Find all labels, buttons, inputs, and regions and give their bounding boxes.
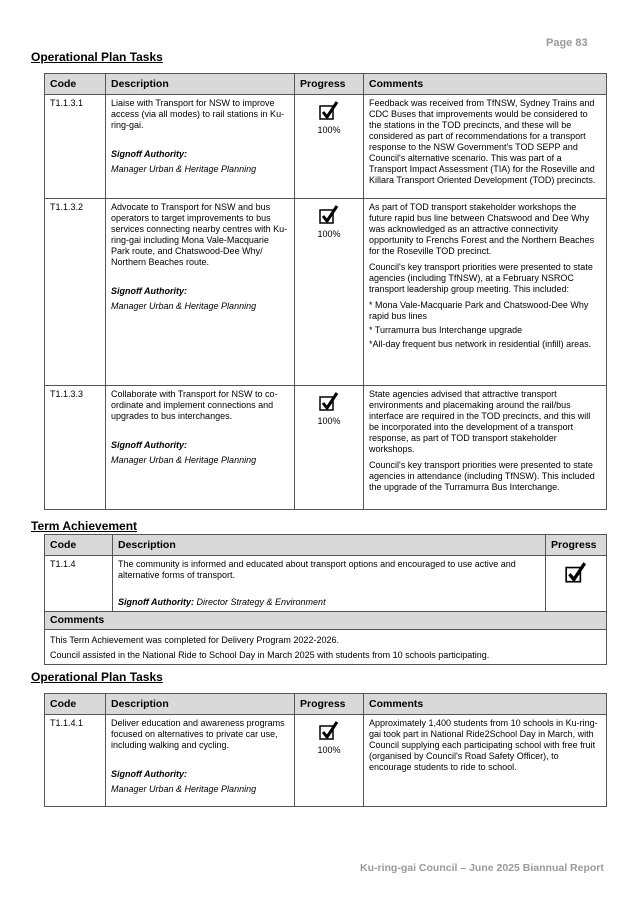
comment-paragraph: This Term Achievement was completed for Delivery Program 2022-2026.	[50, 635, 339, 645]
signoff-label: Signoff Authority:	[111, 440, 187, 450]
signoff-label: Signoff Authority:	[111, 149, 187, 159]
checkbox-checked-icon	[564, 561, 588, 585]
term-achievement-table	[44, 534, 607, 665]
progress-percent: 100%	[317, 229, 341, 239]
signoff-authority: Manager Urban & Heritage Planning	[111, 164, 257, 174]
operational-plan-tasks-table-2	[44, 693, 607, 807]
table-row	[45, 715, 607, 807]
row-progress-cell	[295, 715, 364, 807]
row-description: The community is informed and educated about transport options and encouraged to use active and alternative forms of transport.	[118, 559, 516, 580]
row-description-cell	[106, 386, 295, 510]
signoff-label: Signoff Authority:	[111, 769, 187, 779]
comment-bullet: *All-day frequent bus network in residential (infill) areas.	[369, 339, 592, 349]
row-progress-cell	[546, 556, 607, 612]
header-description: Description	[106, 694, 295, 715]
comments-cell	[45, 630, 607, 665]
header-progress: Progress	[295, 74, 364, 95]
header-comments: Comments	[364, 74, 607, 95]
row-code: T1.1.3.1	[45, 95, 106, 199]
signoff-line	[118, 597, 540, 608]
table-row	[45, 386, 607, 510]
footer-report-title: Ku-ring-gai Council – June 2025 Biannual Report	[360, 862, 604, 874]
row-comments-cell	[364, 386, 607, 510]
row-description-cell	[113, 556, 546, 612]
comments-header-row	[45, 612, 607, 630]
checkbox-checked-icon	[318, 100, 340, 122]
row-progress-cell	[295, 199, 364, 386]
progress-percent: 100%	[317, 416, 341, 426]
comment-paragraph: Council assisted in the National Ride to School Day in March 2025 with students from 10 schools participating.	[50, 650, 490, 660]
comment-paragraph: Council's key transport priorities were presented to state agencies in attendance (including TfNSW). This included the upgrade of the Turramurra Bus Interchange.	[369, 460, 595, 492]
comment-bullet: * Mona Vale-Macquarie Park and Chatswood-Dee Why rapid bus lines	[369, 300, 589, 321]
row-description: Collaborate with Transport for NSW to co-ordinate and implement connections and upgrades to bus interchanges.	[111, 389, 278, 421]
header-description: Description	[113, 535, 546, 556]
row-description: Liaise with Transport for NSW to improve access (via all modes) to rail stations in Ku-ring-gai.	[111, 98, 285, 130]
row-code: T1.1.4	[45, 556, 113, 612]
header-code: Code	[45, 694, 106, 715]
row-comments-cell	[364, 715, 607, 807]
checkbox-checked-icon	[318, 391, 340, 413]
row-code: T1.1.3.2	[45, 199, 106, 386]
header-description: Description	[106, 74, 295, 95]
row-progress-cell	[295, 386, 364, 510]
signoff-authority: Manager Urban & Heritage Planning	[111, 455, 257, 465]
row-description-cell	[106, 715, 295, 807]
signoff-authority: Manager Urban & Heritage Planning	[111, 784, 257, 794]
row-progress-cell	[295, 95, 364, 199]
comments-header: Comments	[45, 612, 607, 630]
row-comments-cell	[364, 199, 607, 386]
comment-paragraph: Feedback was received from TfNSW, Sydney Trains and CDC Buses that improvements would be considered to the stations in the TOD precincts, and these will be considered as part of recommendations for a transport response to the NSW Government's TOD SEPP and Council's alternative scenario. This was part of a Transport Impact Assessment (TIA) for the Roseville and Killara Transport Oriented Development (TOD) precincts.	[369, 98, 596, 185]
row-code: T1.1.3.3	[45, 386, 106, 510]
row-description-cell	[106, 199, 295, 386]
checkbox-checked-icon	[318, 720, 340, 742]
comment-paragraph: State agencies advised that attractive transport environments and placemaking around the rail/bus interface are required in the TOD precincts, and this will be incorporated into the development of a transport response, as part of TOD transport stakeholder workshops.	[369, 389, 591, 454]
section-title-operational-plan-tasks: Operational Plan Tasks	[31, 50, 163, 64]
progress-percent: 100%	[317, 125, 341, 135]
table-header-row	[45, 535, 607, 556]
table-row	[45, 199, 607, 386]
signoff-label: Signoff Authority:	[111, 286, 187, 296]
checkbox-checked-icon	[318, 204, 340, 226]
header-progress: Progress	[546, 535, 607, 556]
comments-row	[45, 630, 607, 665]
table-header-row	[45, 694, 607, 715]
signoff-label: Signoff Authority:	[118, 597, 194, 607]
operational-plan-tasks-table-1	[44, 73, 607, 510]
row-description: Deliver education and awareness programs focused on alternatives to private car use, including walking and cycling.	[111, 718, 285, 750]
row-comments-cell	[364, 95, 607, 199]
section-title-operational-plan-tasks-2: Operational Plan Tasks	[31, 670, 163, 684]
header-code: Code	[45, 535, 113, 556]
table-row	[45, 95, 607, 199]
signoff-authority: Manager Urban & Heritage Planning	[111, 301, 257, 311]
comment-paragraph: Approximately 1,400 students from 10 schools in Ku-ring-gai took part in National Ride2School Day in March, with Council supplying each participating school with free fruit (organised by Council's Road Safety Officer), to encourage students to ride to school.	[369, 718, 598, 772]
comment-paragraph: As part of TOD transport stakeholder workshops the future rapid bus line between Chatswood and Dee Why was acknowledged as an attractive connectivity opportunity to Frenchs Forest and the Northern Beaches for the Roseville TOD precinct.	[369, 202, 595, 256]
table-header-row	[45, 74, 607, 95]
row-description-cell	[106, 95, 295, 199]
row-description: Advocate to Transport for NSW and bus operators to target improvements to bus services connecting nearby centres with Ku-ring-gai including Mona Vale-Macquarie Park route, and Chatswood-Dee Why/ Northern Beaches route.	[111, 202, 288, 267]
header-progress: Progress	[295, 694, 364, 715]
progress-percent: 100%	[317, 745, 341, 755]
section-title-term-achievement: Term Achievement	[31, 519, 138, 533]
header-comments: Comments	[364, 694, 607, 715]
page-number: Page 83	[546, 37, 588, 49]
comment-bullet: * Turramurra bus Interchange upgrade	[369, 325, 523, 335]
comment-paragraph: Council's key transport priorities were presented to state agencies (including TfNSW), at a February NSROC transport leadership group meeting. This included:	[369, 262, 593, 294]
table-row	[45, 556, 607, 612]
header-code: Code	[45, 74, 106, 95]
row-code: T1.1.4.1	[45, 715, 106, 807]
signoff-authority: Director Strategy & Environment	[196, 597, 326, 607]
